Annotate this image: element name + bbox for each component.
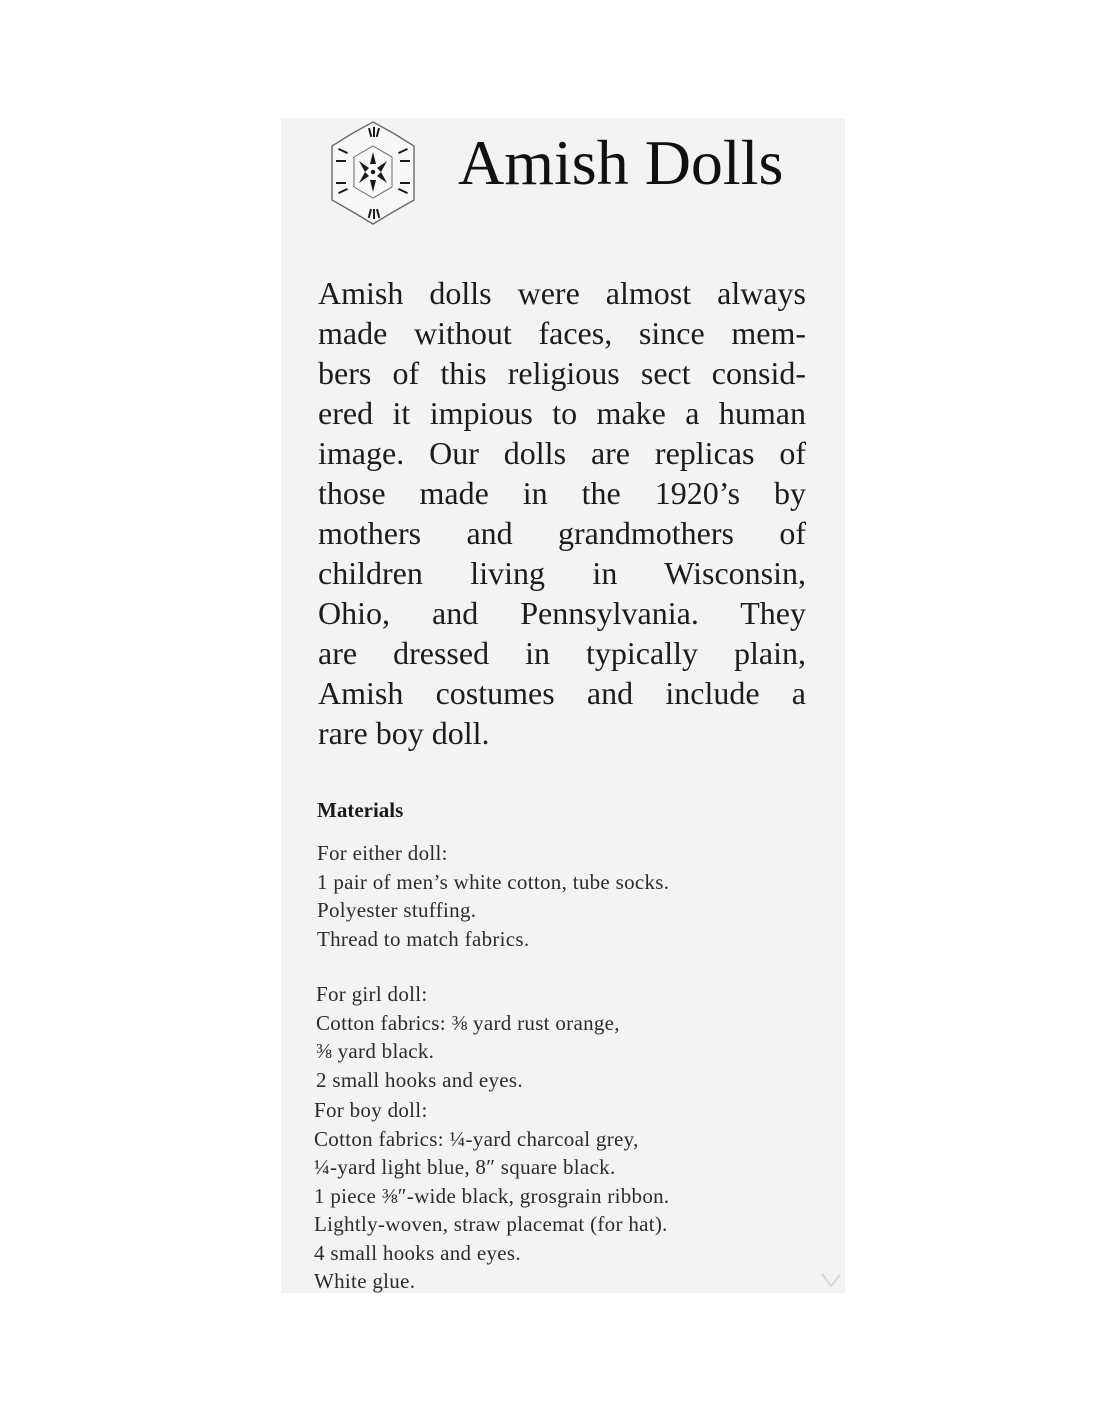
materials-line: For boy doll:: [314, 1098, 428, 1122]
intro-line: mothers and grandmothers of: [318, 515, 806, 551]
materials-girl-doll: [316, 980, 620, 1094]
materials-line: White glue.: [314, 1269, 416, 1293]
materials-line: ¼-yard light blue, 8″ square black.: [314, 1155, 616, 1179]
materials-line: 1 pair of men’s white cotton, tube socks.: [317, 869, 670, 894]
page-corner-mark: [820, 1272, 842, 1290]
snowflake-ornament-icon: [318, 118, 428, 228]
materials-line: 1 piece ⅜″-wide black, grosgrain ribbon.: [314, 1183, 670, 1208]
materials-line: Cotton fabrics: ⅜ yard rust orange,: [316, 1010, 620, 1035]
materials-line: ⅜ yard black.: [316, 1039, 435, 1063]
materials-either-doll: [317, 839, 669, 953]
materials-line: Cotton fabrics: ¼-yard charcoal grey,: [314, 1126, 639, 1151]
intro-line: children living in Wisconsin,: [318, 555, 806, 591]
materials-line: For girl doll:: [316, 982, 428, 1006]
intro-line: are dressed in typically plain,: [318, 635, 806, 671]
intro-line: image. Our dolls are replicas of: [318, 435, 806, 471]
intro-line: bers of this religious sect consid-: [318, 355, 806, 391]
intro-line: those made in the 1920’s by: [318, 475, 806, 511]
intro-paragraph: [318, 273, 806, 753]
materials-line: Polyester stuffing.: [317, 898, 477, 922]
materials-line: Thread to match fabrics.: [317, 926, 530, 951]
intro-line: ered it impious to make a human: [318, 395, 806, 431]
materials-boy-doll: [314, 1096, 669, 1296]
intro-line: made without faces, since mem-: [318, 315, 806, 351]
materials-line: 4 small hooks and eyes.: [314, 1240, 521, 1265]
materials-line: 2 small hooks and eyes.: [316, 1067, 523, 1092]
intro-line: Amish dolls were almost always: [318, 275, 806, 311]
materials-line: Lightly-woven, straw placemat (for hat).: [314, 1212, 668, 1236]
page-title: Amish Dolls: [458, 127, 784, 198]
intro-line: rare boy doll.: [318, 715, 490, 751]
materials-line: For either doll:: [317, 841, 448, 865]
intro-line: Amish costumes and include a: [318, 675, 806, 711]
intro-line: Ohio, and Pennsylvania. They: [318, 595, 806, 631]
materials-heading: Materials: [317, 798, 404, 822]
